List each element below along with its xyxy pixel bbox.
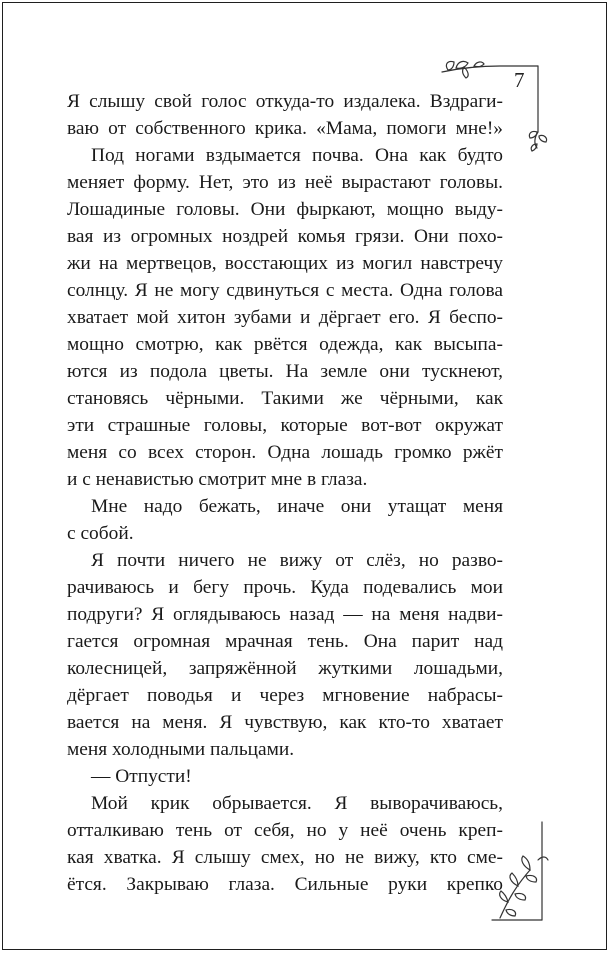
text-line: ются из подола цветы. На земле они тускнеют,	[67, 361, 503, 382]
text-line: меня со всех сторон. Одна лошадь громко ржёт	[67, 442, 503, 463]
text-line: Я слышу свой голос откуда-то издалека. Вздраги-	[67, 91, 503, 112]
text-line: ваю от собственного крика. «Мама, помоги мне!»	[67, 118, 503, 139]
text-line: жи на мертвецов, восстающих из могил навстречу	[67, 253, 503, 274]
text-line: и с ненавистью смотрит мне в глаза.	[67, 469, 368, 490]
text-line: Лошадиные головы. Они фыркают, мощно выду-	[67, 199, 503, 220]
text-line: ётся. Закрываю глаза. Сильные руки крепко	[67, 874, 503, 895]
text-line: Под ногами вздымается почва. Она как будто	[91, 145, 503, 166]
leafy-branch-icon	[490, 820, 560, 928]
text-line: солнцу. Я не могу сдвинуться с места. Одна голова	[67, 280, 503, 301]
text-line: меняет форму. Нет, это из неё вырастают головы.	[67, 172, 503, 193]
text-line: дёргает поводья и через мгновение набрасы-	[67, 685, 503, 706]
text-line: вается на меня. Я чувствую, как кто-то хватает	[67, 712, 503, 733]
text-line: вая из огромных ноздрей комья грязи. Они похо-	[67, 226, 503, 247]
text-line: Мне надо бежать, иначе они утащат меня	[91, 496, 503, 517]
text-line: отталкиваю тень от себя, но у неё очень креп-	[67, 820, 503, 841]
text-line: колесницей, запряжённой жуткими лошадьми,	[67, 658, 503, 679]
page-number: 7	[514, 68, 525, 92]
text-line: подруги? Я оглядываюсь назад — на меня надви-	[67, 604, 503, 625]
text-line: мощно смотрю, как рвётся одежда, как высыпа-	[67, 334, 503, 355]
text-line: хватает мой хитон зубами и дёргает его. Я беспо-	[67, 307, 503, 328]
body-text	[67, 88, 503, 898]
text-line: становясь чёрными. Такими же чёрными, как	[67, 388, 503, 409]
text-line: с собой.	[67, 523, 134, 544]
text-line: Мой крик обрывается. Я выворачиваюсь,	[91, 793, 503, 814]
text-line: гается огромная мрачная тень. Она парит над	[67, 631, 503, 652]
text-line: — Отпусти!	[91, 766, 192, 787]
text-line: эти страшные головы, которые вот-вот окружат	[67, 415, 503, 436]
text-line: рачиваюсь и бегу прочь. Куда подевались мои	[67, 577, 503, 598]
text-line: Я почти ничего не вижу от слёз, но разво-	[91, 550, 503, 571]
text-line: кая хватка. Я слышу смех, но не вижу, кто сме-	[67, 847, 503, 868]
text-line: меня холодными пальцами.	[67, 739, 295, 760]
